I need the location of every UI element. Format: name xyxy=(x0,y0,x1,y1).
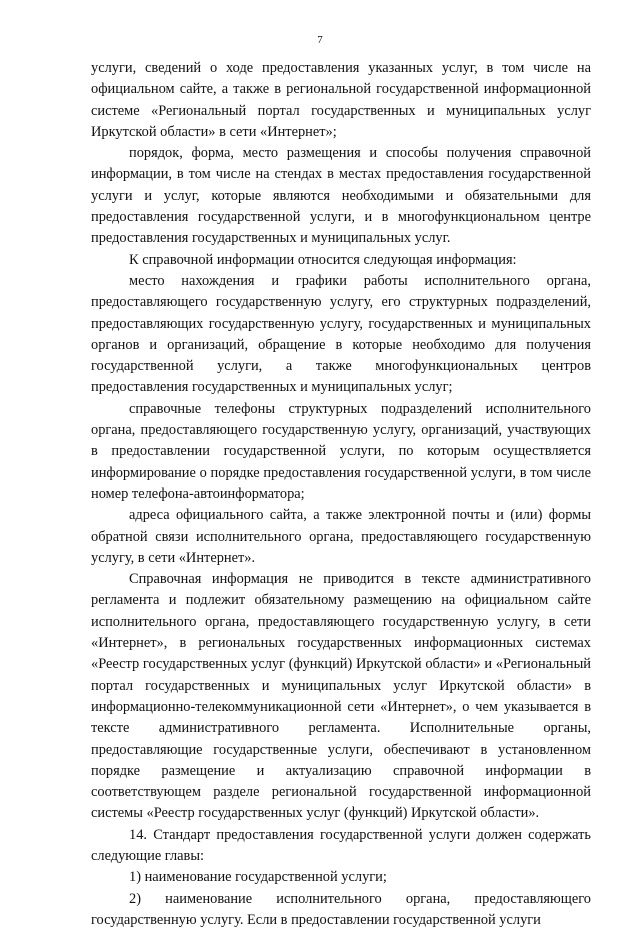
paragraph: 14. Стандарт предоставления государственной услуги должен содержать следующие главы: xyxy=(91,826,591,864)
paragraph: услуги, сведений о ходе предоставления указанных услуг, в том числе на официальном сайте, а также в региональной государственной информационной системе «Региональный портал государственных и муниципальных услуг Иркутской области» в сети «Интернет»; xyxy=(91,60,591,140)
document-body xyxy=(91,58,591,931)
paragraph: справочные телефоны структурных подразделений исполнительного органа, предоставляющего государственную услугу, организаций, участвующих в предоставлении государственной услуги, по которым осуществляется информирование о порядке предоставления государственной услуги, в том числе номер телефона-автоинформатора; xyxy=(91,400,591,502)
paragraph: К справочной информации относится следующая информация: xyxy=(129,251,517,268)
paragraph: Справочная информация не приводится в тексте административного регламента и подлежит обязательному размещению на официальном сайте исполнительного органа, предоставляющего государственную услугу, в сети «Интернет», в региональных государственных информационных системах «Реестр государственных услуг (функций) Иркутской области» и «Региональный портал государственных и муниципальных услуг Иркутской области» в информационно-телекоммуникационной сети «Интернет», о чем указывается в тексте административного регламента. Исполнительные органы, предоставляющие государственные услуги, обеспечивают в установленном порядке размещение и актуализацию справочной информации в соответствующем разделе региональной государственной информационной системы «Реестр государственных услуг (функций) Иркутской области». xyxy=(91,571,591,822)
paragraph: порядок, форма, место размещения и способы получения справочной информации, в том числе на стендах в местах предоставления государственной услуги и услуг, которые являются необходимыми и обязательными для предоставления государственной услуги, и в многофункциональном центре предоставления государственных и муниципальных услуг. xyxy=(91,145,591,247)
paragraph: 2) наименование исполнительного органа, предоставляющего государственную услугу. Если в предоставлении государственной услуги xyxy=(91,890,591,928)
paragraph: место нахождения и графики работы исполнительного органа, предоставляющего государственную услугу, его структурных подразделений, предоставляющих государственную услугу, государственных и муниципальных органов и организаций, обращение в которые необходимо для получения государственной услуги, а также многофункциональных центров предоставления государственных и муниципальных услуг; xyxy=(91,272,591,396)
paragraph: адреса официального сайта, а также электронной почты и (или) формы обратной связи исполнительного органа, предоставляющего государственную услугу, в сети «Интернет». xyxy=(91,507,591,566)
paragraph: 1) наименование государственной услуги; xyxy=(129,869,387,886)
page-number: 7 xyxy=(317,34,323,46)
